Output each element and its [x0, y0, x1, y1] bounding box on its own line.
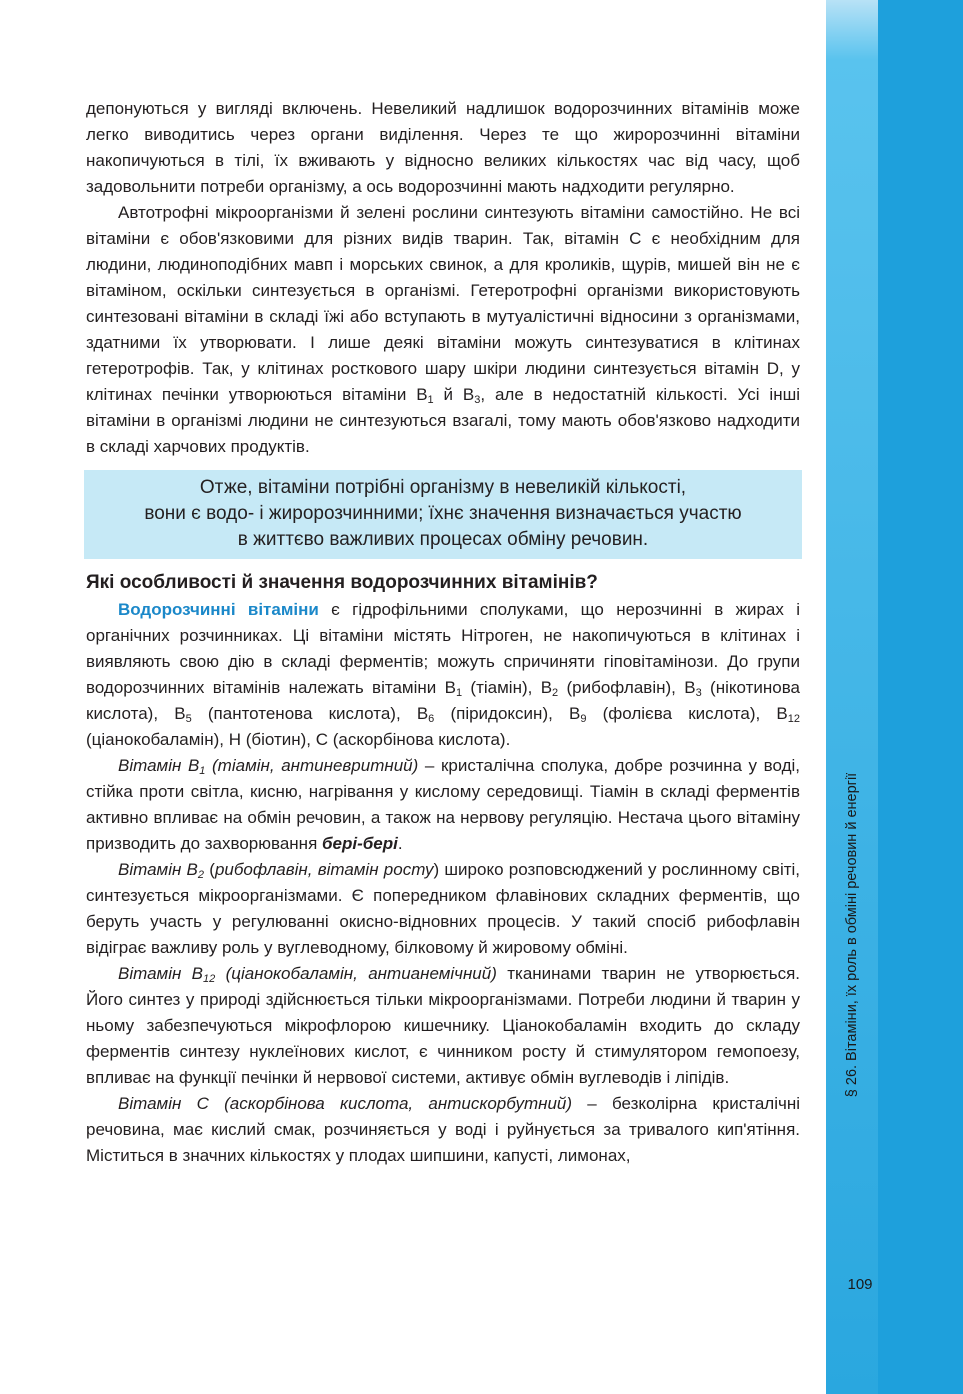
- summary-line: в життєво важливих процесах обміну речовин.: [237, 529, 649, 550]
- subscript: 2: [552, 687, 559, 699]
- summary-box: [84, 470, 802, 559]
- text-run: (ціанокобаламін), H (біотин), C (аскорбінова кислота).: [86, 730, 511, 749]
- subscript: 6: [428, 713, 435, 725]
- subscript: 5: [185, 713, 192, 725]
- subscript: 12: [787, 713, 801, 725]
- side-stripe-dark: [878, 0, 963, 1394]
- subscript: 1: [455, 687, 463, 699]
- text-run: – безколірна кристалічні речовина, має кислий смак, розчиняється у воді і руйнується за тривалого кип'ятіння. Міститься в значних кількостях у плодах шипшини, капусті, лимонах,: [86, 1094, 800, 1165]
- paragraph: депонуються у вигляді включень. Невеликий надлишок водорозчинних вітамінів може легко виводитись через органи виділення. Через те що жиророзчинні вітаміни накопичуються в тілі, їх вживають у відносно великих кількостях час від часу, щоб задовольнити потреби організму, а ось водорозчинні мають надходити регулярно.: [86, 99, 800, 196]
- text-run: є гідрофільними сполуками, що нерозчинні в жирах і органічних розчинниках. Ці вітаміни містять Нітроген, не накопичуються в клітинах і виявляють свою дію в складі ферментів; можуть спричиняти гіповітамінози. До групи водорозчинних вітамінів належать вітаміни B: [86, 600, 800, 697]
- subscript: 3: [695, 687, 702, 699]
- italic-run: (тіамін, антиневритний): [205, 756, 419, 775]
- bold-italic-term: бері-бері: [322, 834, 398, 853]
- italic-run: Вітамін C (аскорбінова кислота, антискорбутний): [118, 1094, 573, 1113]
- side-stripe-light: [826, 0, 878, 1394]
- text-run: (фолієва кислота), B: [586, 704, 788, 723]
- italic-run: Вітамін B: [118, 964, 204, 983]
- text-run: (піридоксин), B: [434, 704, 581, 723]
- paragraph: [86, 597, 800, 753]
- paragraph: [86, 961, 800, 1091]
- subscript: 2: [197, 869, 205, 881]
- paragraph: [86, 1091, 800, 1169]
- paragraph: [86, 857, 800, 961]
- italic-run: (ціанокобаламін, антианемічний): [215, 964, 497, 983]
- summary-line: вони є водо- і жиророзчинними; їхнє значення визначається участю: [144, 503, 742, 524]
- text-run: (: [204, 860, 215, 879]
- text-run: , але в недостатній кількості. Усі інші вітаміни в організмі людини не синтезуються взагалі, тому мають обов'язково надходити в складі харчових продуктів.: [86, 385, 800, 456]
- text-run: – кристалічна сполука, добре розчинна у воді, стійка проти світла, кисню, нагрівання у кислому середовищі. Тіамін в складі ферментів активно впливає на обмін речовин, а також на нервову регуляцію. Нестача цього вітаміну призводить до захворювання: [86, 756, 800, 853]
- paragraph: [86, 200, 800, 460]
- subscript: 1: [427, 394, 434, 406]
- subscript: 1: [199, 765, 206, 777]
- chapter-title: § 26. Вітаміни, їх роль в обміні речовин й енергії: [844, 772, 860, 1098]
- text-run: (пантотенова кислота), B: [191, 704, 429, 723]
- text-run: (нікотинова кислота), B: [86, 678, 800, 723]
- page-content: [86, 96, 800, 1169]
- text-run: ) широко розповсюджений у рослинному світі, синтезується мікроорганізмами. Є попередником флавінових складних ферментів, що беруть участь у регулюванні окисно-відновних процесів. У такий спосіб рибофлавін відіграє важливу роль у вуглеводному, білковому й жировому обміні.: [86, 860, 801, 957]
- text-run: .: [397, 834, 403, 853]
- text-run: Автотрофні мікроорганізми й зелені рослини синтезують вітаміни самостійно. Не всі вітаміни є обов'язковими для різних видів тварин. Так, вітамін C є необхідним для людини, людиноподібних мавп і морських свинок, а для кроликів, щурів, мишей він не є вітаміном, оскільки синтезується в організмі. Гетеротрофні організми використовують синтезовані вітаміни в складі їжі або вступають в мутуалістичні відносини з організмами, здатними їх утворювати. І лише деякі вітаміни можуть синтезуватися в клітинах гетеротрофів. Так, у клітинах росткового шару шкіри людини синтезується вітамін D, у клітинах печінки утворюються вітаміни B: [86, 203, 800, 404]
- italic-run: Вітамін B: [118, 860, 198, 879]
- italic-run: рибофлавін, вітамін росту: [214, 860, 434, 879]
- subscript: 3: [474, 394, 481, 406]
- section-heading: Які особливості й значення водорозчинних вітамінів?: [86, 572, 598, 593]
- subscript: 12: [203, 973, 216, 985]
- text-run: тканинами тварин не утворюється. Його синтез у природі здійснюється тільки мікроорганізмами. Потреби людини й тварин у ньому забезпечуються мікрофлорою кишечнику. Ціанокобаламін входить до складу ферментів синтезу нуклеїнових кислот, є чинником росту й стимулятором гемопоезу, впливає на функції печінки й нервової системи, активує обмін вуглеводів і ліпідів.: [86, 964, 801, 1087]
- text-run: й B: [433, 385, 475, 404]
- paragraph: [86, 753, 800, 857]
- subscript: 9: [580, 713, 587, 725]
- text-run: (тіамін), B: [462, 678, 553, 697]
- summary-line: Отже, вітаміни потрібні організму в невеликій кількості,: [199, 477, 687, 498]
- key-term: Водорозчинні вітаміни: [118, 600, 319, 619]
- page-number: 109: [847, 1276, 873, 1293]
- italic-run: Вітамін B: [118, 756, 200, 775]
- text-run: (рибофлавін), B: [558, 678, 696, 697]
